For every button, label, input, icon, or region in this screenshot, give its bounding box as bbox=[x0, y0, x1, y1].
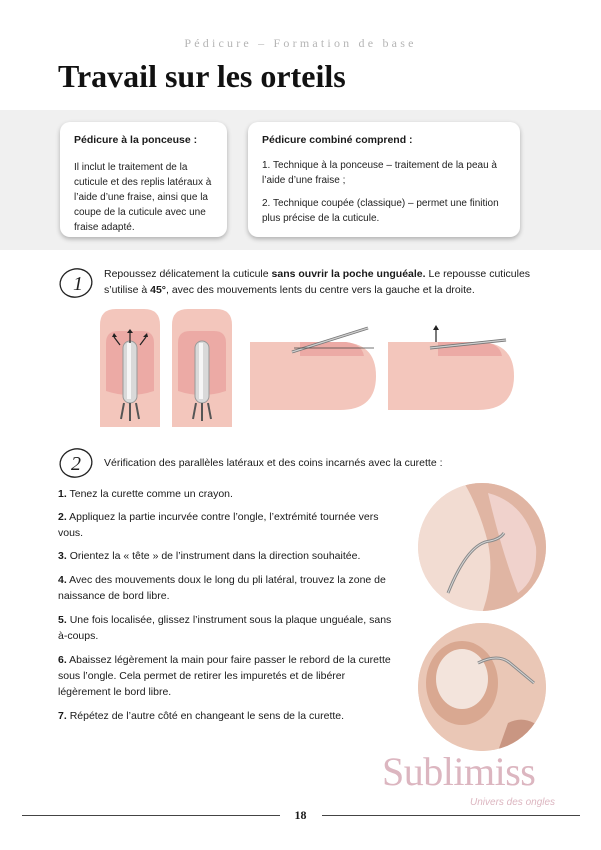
list-item bbox=[58, 548, 408, 564]
step-1-text-a: Repoussez délicatement la cuticule bbox=[104, 268, 272, 280]
list-item-text: à-coups. bbox=[58, 630, 99, 642]
list-item-text: Une fois localisée, glissez l’instrument sous la plaque unguéale, sans bbox=[69, 614, 392, 626]
step-1-angle: 45° bbox=[150, 284, 166, 296]
list-item-text: vous. bbox=[58, 527, 84, 539]
card-combine bbox=[248, 122, 520, 237]
logo-main: Sublimiss bbox=[382, 749, 536, 794]
list-item-text: Tenez la curette comme un crayon. bbox=[69, 488, 233, 500]
list-item-text: naissance de bord libre. bbox=[58, 590, 170, 602]
finger-pusher-illustration-1 bbox=[96, 307, 164, 427]
page-number: 18 bbox=[294, 808, 307, 822]
list-item bbox=[58, 652, 408, 700]
list-item bbox=[58, 708, 408, 724]
list-item-text: sous l’ongle. Cela permet de retirer les impuretés et de libérer bbox=[58, 670, 346, 682]
step-number-1-badge bbox=[58, 266, 94, 300]
card-text-line: coupe de la cuticule avec une bbox=[74, 207, 206, 218]
list-item-number: 2. bbox=[58, 511, 67, 523]
list-item bbox=[58, 486, 408, 502]
step-1-text-d: , avec des mouvements lents du centre vers la gauche et la droite. bbox=[166, 284, 475, 296]
list-item bbox=[58, 509, 408, 541]
step-1-text bbox=[104, 266, 554, 298]
step-2-intro: Vérification des parallèles latéraux et des coins incarnés avec la curette : bbox=[104, 457, 443, 469]
finger-side-illustration-1 bbox=[250, 320, 380, 410]
curette-photo-1 bbox=[418, 483, 546, 611]
list-item-number: 1. bbox=[58, 488, 67, 500]
list-item-text: Avec des mouvements doux le long du pli latéral, trouvez la zone de bbox=[69, 574, 386, 586]
card-text-line: Il inclut le traitement de la bbox=[74, 162, 188, 173]
list-item-text: Appliquez la partie incurvée contre l’ongle, l’extrémité tournée vers bbox=[69, 511, 379, 523]
list-item bbox=[58, 612, 408, 644]
card-text-line: l’aide d’une fraise, ainsi que la bbox=[74, 192, 208, 203]
step-number-2-badge bbox=[58, 446, 94, 480]
list-item-number: 3. bbox=[58, 550, 67, 562]
running-head: Pédicure – Formation de base bbox=[184, 36, 417, 50]
logo-subtitle: Univers des ongles bbox=[470, 797, 556, 808]
card-text-line: 1. Technique à la ponceuse – traitement de la peau à bbox=[262, 160, 497, 171]
step-1-text-bold: sans ouvrir la poche unguéale. bbox=[271, 268, 426, 280]
step-1-text-b: Le repousse cuticules bbox=[425, 268, 531, 280]
card-text-line: 2. Technique coupée (classique) – permet une finition bbox=[262, 198, 499, 209]
step-number-1: 1 bbox=[73, 273, 83, 295]
list-item-number: 4. bbox=[58, 574, 67, 586]
list-item bbox=[58, 572, 408, 604]
list-item-text: Orientez la « tête » de l’instrument dans la direction souhaitée. bbox=[69, 550, 361, 562]
list-item-text: Répétez de l’autre côté en changeant le sens de la curette. bbox=[69, 710, 345, 722]
step-number-2: 2 bbox=[71, 453, 81, 475]
card-text-line: l’aide d’une fraise ; bbox=[262, 175, 346, 186]
finger-side-illustration-2 bbox=[388, 320, 518, 410]
list-item-number: 7. bbox=[58, 710, 67, 722]
card-text-line: plus précise de la cuticule. bbox=[262, 213, 380, 224]
card-text-line: fraise adapté. bbox=[74, 222, 135, 233]
card-text-line: cuticule et des replis latéraux à bbox=[74, 177, 212, 188]
card-ponceuse bbox=[60, 122, 227, 237]
step-1-text-c: s’utilise à bbox=[104, 284, 151, 296]
list-item-number: 5. bbox=[58, 614, 67, 626]
page-title: Travail sur les orteils bbox=[58, 58, 346, 94]
card-heading: Pédicure combiné comprend : bbox=[262, 134, 413, 146]
list-item-number: 6. bbox=[58, 654, 67, 666]
finger-pusher-illustration-2 bbox=[168, 307, 236, 427]
list-item-text: Abaissez légèrement la main pour faire passer le rebord de la curette bbox=[69, 654, 391, 666]
list-item-text: légèrement le bord libre. bbox=[58, 686, 172, 698]
curette-photo-2 bbox=[418, 623, 546, 751]
card-heading: Pédicure à la ponceuse : bbox=[74, 134, 198, 146]
